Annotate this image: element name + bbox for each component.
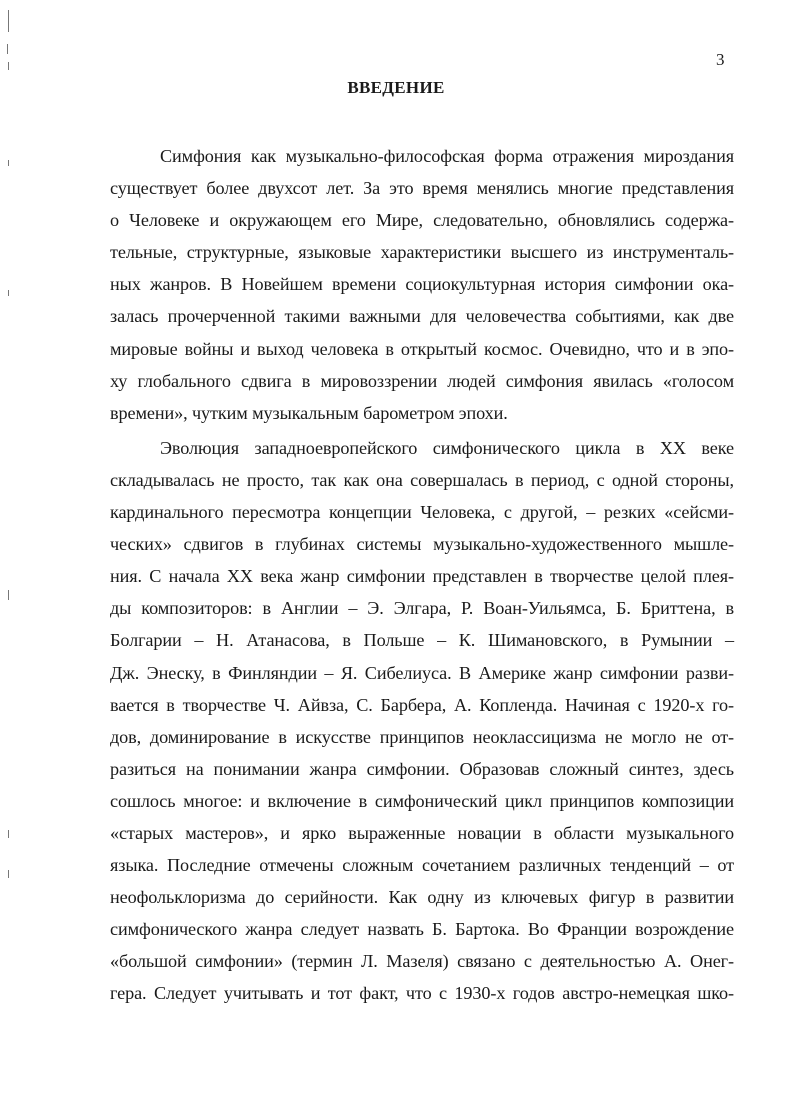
- text-line: вается в творчестве Ч. Айвза, С. Барбера, А. Копленда. Начиная с 1920-х го-: [110, 694, 734, 715]
- text-line: неофольклоризма до серийности. Как одну из ключевых фигур в развитии: [110, 887, 734, 908]
- paragraph: [110, 432, 734, 1010]
- paragraph: [110, 140, 734, 429]
- scan-artifact: [8, 160, 9, 166]
- page-number: 3: [716, 50, 725, 69]
- text-line: «большой симфонии» (термин Л. Мазеля) связано с деятельностью А. Онег-: [110, 951, 734, 972]
- text-line: складывалась не просто, так как она совершалась в период, с одной стороны,: [110, 469, 734, 490]
- scan-artifact: [8, 870, 9, 878]
- text-line: ху глобального сдвига в мировоззрении людей симфония явилась «голосом: [110, 370, 734, 391]
- text-line: ды композиторов: в Англии – Э. Элгара, Р. Воан-Уильямса, Б. Бриттена, в: [110, 598, 734, 619]
- text-line: «старых мастеров», и ярко выраженные новации в области музыкального: [110, 822, 734, 843]
- scan-artifact: [8, 590, 9, 600]
- text-line: о Человеке и окружающем его Мире, следовательно, обновлялись содержа-: [110, 210, 734, 231]
- text-line: кардинального пересмотра концепции Человека, с другой, – резких «сейсми-: [110, 502, 734, 523]
- scan-artifact: [8, 290, 9, 296]
- text-line: симфонического жанра следует назвать Б. Бартока. Во Франции возрождение: [110, 919, 734, 940]
- text-line: времени», чутким музыкальным барометром эпохи.: [110, 402, 508, 423]
- text-line: Симфония как музыкально-философская форма отражения мироздания: [160, 146, 734, 166]
- text-line: ных жанров. В Новейшем времени социокультурная история симфонии ока-: [110, 274, 734, 295]
- text-line: Дж. Энеску, в Финляндии – Я. Сибелиуса. В Америке жанр симфонии разви-: [110, 662, 734, 683]
- scan-artifact: [8, 62, 9, 70]
- text-line: дов, доминирование в искусстве принципов неоклассицизма не могло не от-: [110, 726, 734, 747]
- scan-artifact: [8, 10, 9, 32]
- text-line: языка. Последние отмечены сложным сочетанием различных тенденций – от: [110, 855, 734, 876]
- text-line: ния. С начала XX века жанр симфонии представлен в творчестве целой плея-: [110, 566, 734, 587]
- text-line: тельные, структурные, языковые характеристики высшего из инструменталь-: [110, 242, 734, 263]
- text-line: ческих» сдвигов в глубинах системы музыкально-художественного мышле-: [110, 534, 734, 555]
- scan-artifact: [7, 44, 8, 54]
- text-line: гера. Следует учитывать и тот факт, что с 1930-х годов австро-немецкая шко-: [110, 983, 734, 1004]
- scan-artifact: [8, 830, 9, 838]
- text-line: сошлось многое: и включение в симфонический цикл принципов композиции: [110, 790, 734, 811]
- section-heading: ВВЕДЕНИЕ: [347, 78, 445, 97]
- text-line: мировые войны и выход человека в открытый космос. Очевидно, что и в эпо-: [110, 338, 734, 359]
- body-text: [110, 140, 734, 1010]
- text-line: существует более двухсот лет. За это время менялись многие представления: [110, 178, 734, 199]
- text-line: залась прочерченной такими важными для человечества событиями, как две: [110, 306, 734, 327]
- text-line: Болгарии – Н. Атанасова, в Польше – К. Шимановского, в Румынии –: [110, 630, 734, 651]
- text-line: Эволюция западноевропейского симфонического цикла в XX веке: [160, 437, 734, 458]
- text-line: разиться на понимании жанра симфонии. Образовав сложный синтез, здесь: [110, 758, 734, 779]
